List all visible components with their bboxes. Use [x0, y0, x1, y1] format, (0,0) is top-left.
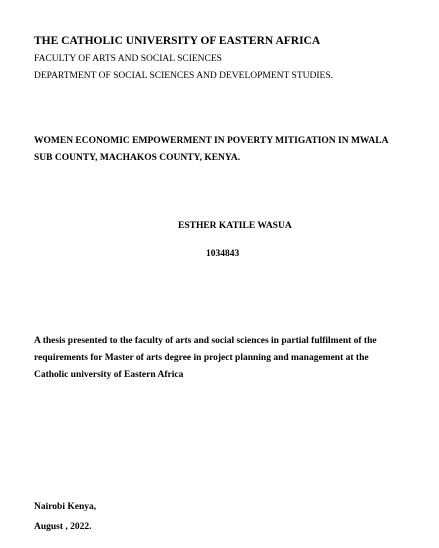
submission-statement	[34, 333, 414, 384]
submission-date: August , 2022.	[34, 522, 92, 532]
registration-number: 1034843	[206, 249, 240, 259]
department-name: DEPARTMENT OF SOCIAL SCIENCES AND DEVELOPMENT STUDIES.	[34, 71, 333, 81]
thesis-title	[34, 133, 409, 167]
faculty-name: FACULTY OF ARTS AND SOCIAL SCIENCES	[34, 54, 222, 64]
statement-line: Catholic university of Eastern Africa	[34, 370, 184, 380]
statement-line: A thesis presented to the faculty of arts and social sciences in partial fulfilment of the	[34, 336, 377, 346]
author-name: ESTHER KATILE WASUA	[178, 221, 292, 231]
thesis-title-line: SUB COUNTY, MACHAKOS COUNTY, KENYA.	[34, 153, 241, 163]
university-name: THE CATHOLIC UNIVERSITY OF EASTERN AFRICA	[34, 35, 321, 47]
statement-line: requirements for Master of arts degree in project planning and management at the	[34, 353, 369, 363]
thesis-title-line: WOMEN ECONOMIC EMPOWERMENT IN POVERTY MITIGATION IN MWALA	[34, 136, 389, 146]
submission-place: Nairobi Kenya,	[34, 502, 97, 512]
